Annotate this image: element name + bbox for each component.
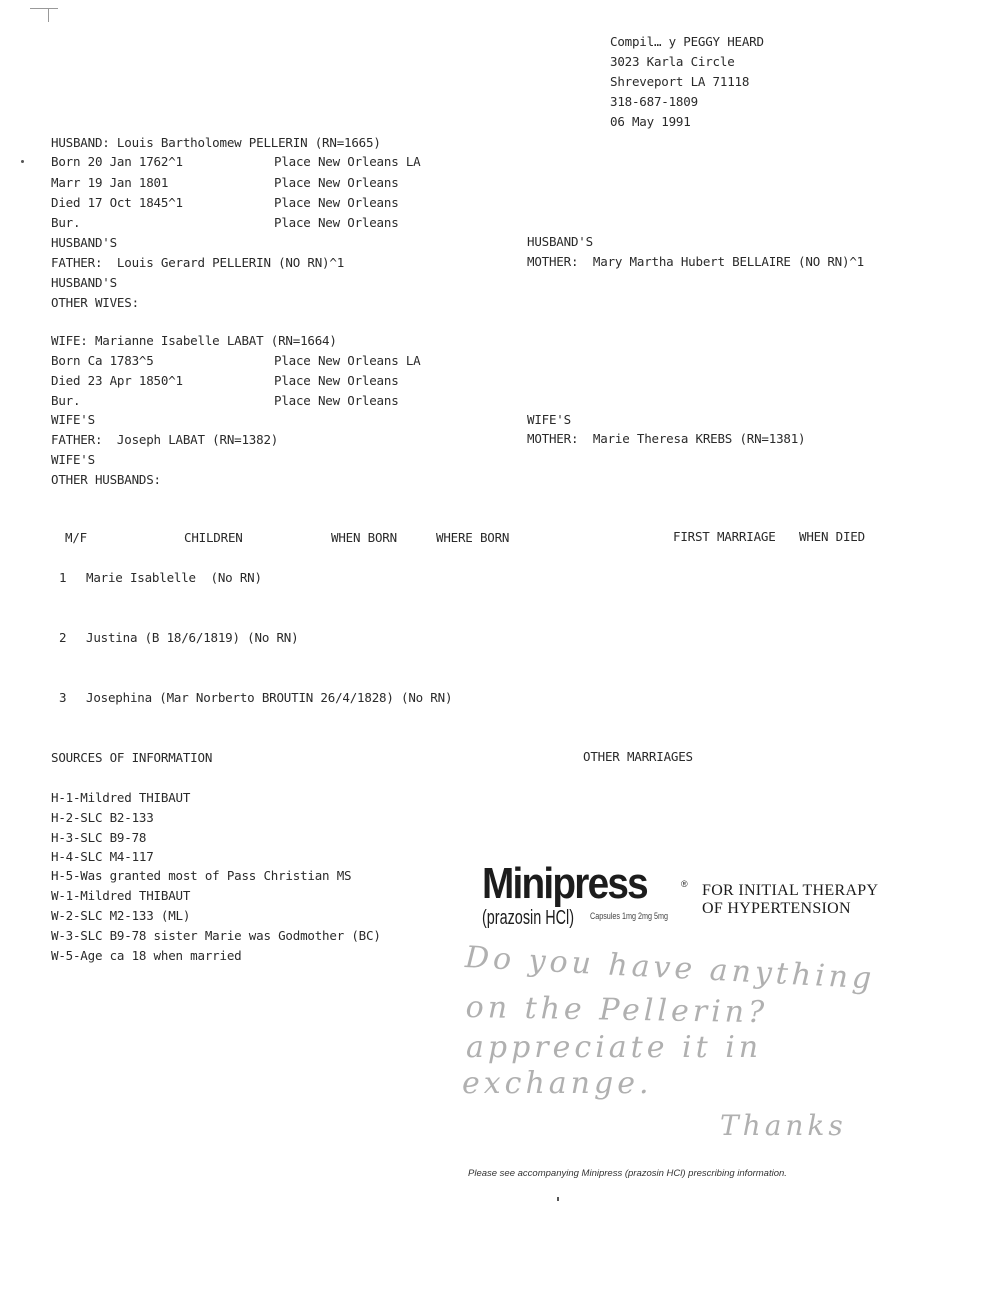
col-header-where-born: WHERE BORN: [436, 530, 510, 545]
minipress-capsules: Capsules 1mg 2mg 5mg: [590, 911, 669, 921]
husband-other-label: HUSBAND'S: [51, 275, 117, 290]
handwritten-note-line: Do you have anything: [464, 940, 877, 997]
source-item: W-5-Age ca 18 when married: [51, 948, 242, 963]
compiler-street: 3023 Karla Circle: [610, 54, 735, 69]
husband-event-place: Place New Orleans: [274, 195, 399, 210]
minipress-footer: Please see accompanying Minipress (prazosin HCl) prescribing information.: [468, 1168, 787, 1179]
scan-smudge: [48, 8, 49, 22]
child-entry: Josephina (Mar Norberto BROUTIN 26/4/1828) (No RN): [86, 690, 453, 705]
husband-other-wives: OTHER WIVES:: [51, 295, 139, 310]
source-item: H-1-Mildred THIBAUT: [51, 790, 191, 805]
handwritten-signature: Thanks: [720, 1109, 847, 1142]
wife-event-place: Place New Orleans: [274, 393, 399, 408]
husband-father: FATHER: Louis Gerard PELLERIN (NO RN)^1: [51, 255, 345, 270]
husband-header: HUSBAND: Louis Bartholomew PELLERIN (RN=1665): [51, 135, 381, 150]
col-header-when-born: WHEN BORN: [331, 530, 397, 545]
wife-event-date: Born Ca 1783^5: [51, 353, 154, 368]
husband-event-place: Place New Orleans LA: [274, 154, 421, 169]
compiler-date: 06 May 1991: [610, 114, 691, 129]
handwritten-note-line: appreciate it in: [466, 1030, 763, 1065]
wife-father: FATHER: Joseph LABAT (RN=1382): [51, 432, 279, 447]
husband-event-date: Marr 19 Jan 1801: [51, 175, 169, 190]
minipress-tagline-1: FOR INITIAL THERAPY: [702, 882, 879, 899]
husband-mother-label: HUSBAND'S: [527, 234, 593, 249]
husband-event-date: Died 17 Oct 1845^1: [51, 195, 183, 210]
husband-father-label: HUSBAND'S: [51, 235, 117, 250]
child-number: 1: [59, 570, 67, 585]
wife-event-date: Bur.: [51, 393, 81, 408]
husband-event-date: Bur.: [51, 215, 81, 230]
compiler-city: Shreveport LA 71118: [610, 74, 750, 89]
sources-title: SOURCES OF INFORMATION: [51, 750, 213, 765]
minipress-generic-name: (prazosin HCl): [482, 907, 575, 929]
wife-other-label: WIFE'S: [51, 452, 95, 467]
compiler-phone: 318-687-1809: [610, 94, 698, 109]
child-number: 3: [59, 690, 67, 705]
source-item: H-4-SLC M4-117: [51, 849, 154, 864]
compiler-name: Compil… y PEGGY HEARD: [610, 34, 764, 49]
child-entry: Marie Isablelle (No RN): [86, 570, 262, 585]
source-item: H-5-Was granted most of Pass Christian MS: [51, 868, 352, 883]
minipress-logo: Minipress: [482, 859, 647, 908]
wife-father-label: WIFE'S: [51, 412, 95, 427]
minipress-registered-mark: ®: [681, 879, 688, 889]
wife-mother-label: WIFE'S: [527, 412, 571, 427]
wife-event-date: Died 23 Apr 1850^1: [51, 373, 183, 388]
source-item: W-3-SLC B9-78 sister Marie was Godmother (BC): [51, 928, 381, 943]
scan-speck: [557, 1197, 559, 1201]
col-header-first-marriage: FIRST MARRIAGE: [673, 529, 776, 544]
husband-mother: MOTHER: Mary Martha Hubert BELLAIRE (NO RN)^1: [527, 254, 864, 269]
husband-event-date: Born 20 Jan 1762^1: [51, 154, 183, 169]
source-item: H-3-SLC B9-78: [51, 830, 147, 845]
scan-speck: [21, 160, 24, 163]
col-header-children: CHILDREN: [184, 530, 243, 545]
handwritten-note-line: on the Pellerin?: [465, 990, 769, 1031]
child-number: 2: [59, 630, 67, 645]
wife-other-husbands: OTHER HUSBANDS:: [51, 472, 161, 487]
child-entry: Justina (B 18/6/1819) (No RN): [86, 630, 299, 645]
source-item: W-2-SLC M2-133 (ML): [51, 908, 191, 923]
scan-smudge: [30, 8, 58, 9]
handwritten-note-line: exchange.: [462, 1066, 653, 1101]
wife-mother: MOTHER: Marie Theresa KREBS (RN=1381): [527, 431, 806, 446]
col-header-when-died: WHEN DIED: [799, 529, 865, 544]
wife-event-place: Place New Orleans LA: [274, 353, 421, 368]
col-header-mf: M/F: [65, 530, 87, 545]
husband-event-place: Place New Orleans: [274, 175, 399, 190]
husband-event-place: Place New Orleans: [274, 215, 399, 230]
minipress-tagline-2: OF HYPERTENSION: [702, 900, 851, 917]
source-item: H-2-SLC B2-133: [51, 810, 154, 825]
source-item: W-1-Mildred THIBAUT: [51, 888, 191, 903]
other-marriages-title: OTHER MARRIAGES: [583, 749, 693, 764]
wife-header: WIFE: Marianne Isabelle LABAT (RN=1664): [51, 333, 337, 348]
wife-event-place: Place New Orleans: [274, 373, 399, 388]
